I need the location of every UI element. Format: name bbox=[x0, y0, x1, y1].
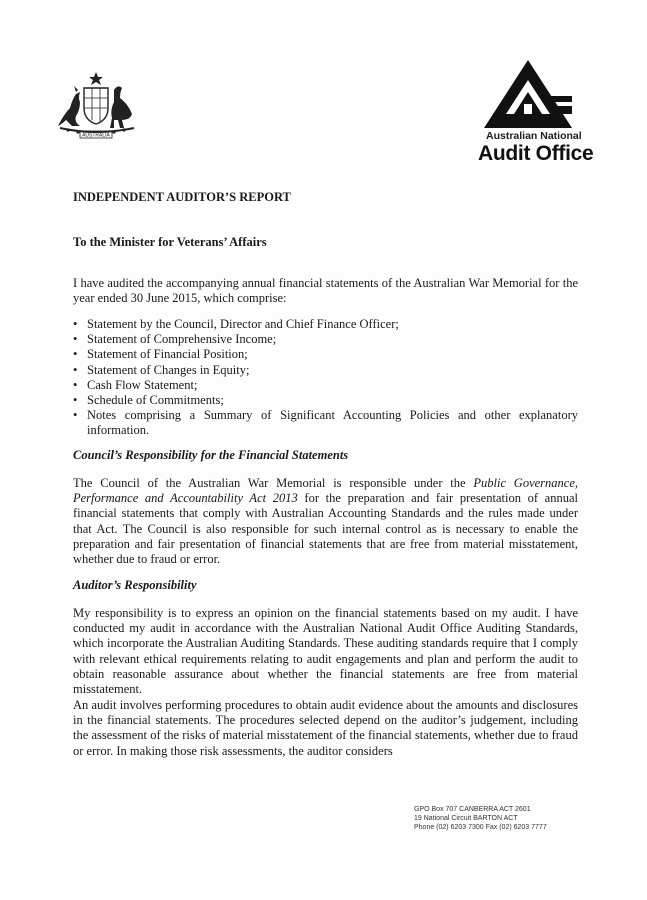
statements-list bbox=[73, 317, 578, 439]
address-line-postal: GPO Box 707 CANBERRA ACT 2601 bbox=[414, 806, 531, 813]
bullet-icon: • bbox=[73, 332, 78, 347]
list-item: • Cash Flow Statement; bbox=[73, 377, 198, 392]
agency-name-large: Audit Office bbox=[478, 142, 594, 165]
bullet-icon: • bbox=[73, 408, 78, 423]
auditor-responsibility-paragraph-2: An audit involves performing procedures to obtain audit evidence about the amounts and disclosures in the financial statements. The procedures selected depend on the auditor’s judgement, including the assessment of the risks of material misstatement of the financial statements, whether due to fraud or error. In making those risk assessments, the auditor considers bbox=[73, 698, 578, 758]
act-name: Public Governance, Performance and Accountability Act 2013 bbox=[73, 476, 579, 506]
list-item: • Statement of Changes in Equity; bbox=[73, 362, 250, 377]
report-addressee: To the Minister for Veterans’ Affairs bbox=[73, 235, 267, 249]
auditor-responsibility-paragraph-1: My responsibility is to express an opinion on the financial statements based on my audit. I have conducted my audit in accordance with the Australian National Audit Office Auditing Standards, which incorporate the Australian Auditing Standards. These auditing standards require that I comply with relevant ethical requirements relating to audit engagements and plan and perform the audit to obtain reasonable assurance about whether the financial statements are free from material misstatement. bbox=[73, 606, 578, 697]
bullet-icon: • bbox=[73, 347, 78, 362]
office-address bbox=[414, 805, 547, 832]
list-item: • Statement by the Council, Director and Chief Finance Officer; bbox=[73, 317, 399, 331]
intro-paragraph: I have audited the accompanying annual financial statements of the Australian War Memorial for the year ended 30 June 2015, which comprise: bbox=[73, 276, 578, 305]
address-line-phone: Phone (02) 6203 7300 Fax (02) 6203 7777 bbox=[414, 824, 547, 831]
bullet-icon: • bbox=[73, 362, 78, 377]
coat-of-arms-icon bbox=[50, 70, 142, 142]
agency-name-small: Australian National bbox=[486, 130, 582, 142]
address-line-street: 19 National Circuit BARTON ACT bbox=[414, 815, 518, 822]
auditor-responsibility-heading: Auditor’s Responsibility bbox=[73, 578, 197, 592]
report-title: INDEPENDENT AUDITOR’S REPORT bbox=[73, 190, 291, 204]
bullet-icon: • bbox=[73, 377, 78, 392]
list-item: • Statement of Comprehensive Income; bbox=[73, 332, 277, 347]
bullet-icon: • bbox=[73, 317, 78, 331]
list-item: • Schedule of Commitments; bbox=[73, 393, 224, 408]
list-item: • Notes comprising a Summary of Significant Accounting Policies and other explanatory information. bbox=[73, 408, 578, 438]
bullet-icon: • bbox=[73, 393, 78, 408]
council-responsibility-paragraph: The Council of the Australian War Memorial is responsible under the Public Governance, Performance and Accountability Act 2013 for the preparation and fair presentation of annual financial statements that comply with Australian Accounting Standards and the rules made under that Act. The Council is also responsible for such internal control as is necessary to enable the preparation and fair presentation of financial statements that are free from material misstatement, whether due to fraud or error. bbox=[73, 476, 579, 567]
svg-text:AUSTRALIA: AUSTRALIA bbox=[82, 132, 110, 139]
anao-logo bbox=[476, 58, 602, 170]
council-responsibility-heading: Council’s Responsibility for the Financial Statements bbox=[73, 448, 349, 462]
list-item: • Statement of Financial Position; bbox=[73, 347, 248, 362]
anao-triangle-icon bbox=[476, 58, 602, 130]
